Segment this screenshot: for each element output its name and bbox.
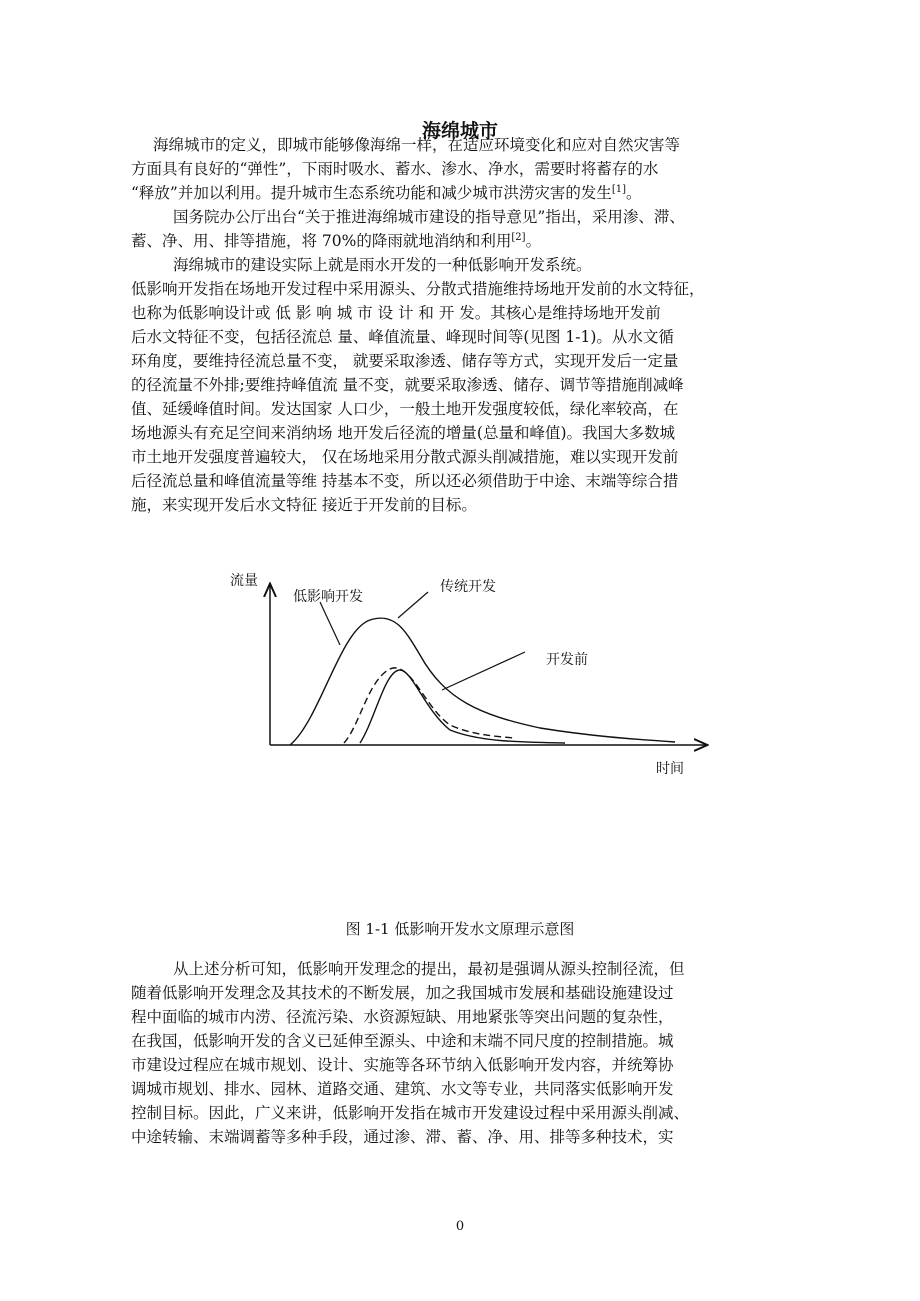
text-line-content: 在我国，低影响开发的含义已延伸至源头、中途和末端不同尺度的控制措施。城	[131, 1032, 674, 1050]
text-line	[131, 325, 674, 349]
text-line	[131, 1125, 674, 1149]
text-line	[173, 957, 685, 981]
page-number: 0	[455, 1219, 465, 1234]
label-traditional: 传统开发	[440, 579, 496, 595]
text-line-content: 程中面临的城市内涝、径流污染、水资源短缺、用地紧张等突出问题的复杂性，	[131, 1008, 674, 1026]
label-low-impact: 低影响开发	[293, 589, 363, 605]
text-line	[131, 1053, 674, 1077]
text-line-content: 中途转输、末端调蓄等多种手段，通过渗、滞、蓄、净、用、排等多种技术，实	[131, 1128, 674, 1146]
text-line-content: 市土地开发强度普遍较大， 仅在场地采用分散式源头削减措施，难以实现开发前	[131, 448, 679, 466]
text-line-content: 环角度，要维持径流总量不变， 就要采取渗透、储存等方式，实现开发后一定量	[131, 352, 679, 370]
page-title: 海绵城市	[421, 120, 498, 142]
text-line	[131, 229, 541, 253]
leader-line-low-impact	[320, 602, 340, 645]
text-line	[131, 1005, 674, 1029]
text-line-content: 也称为低影响设计或 低 影 响 城 市 设 计 和 开 发。其核心是维持场地开发前	[131, 304, 661, 322]
text-line-content: 随着低影响开发理念及其技术的不断发展，加之我国城市发展和基础设施建设过	[131, 984, 674, 1002]
text-line-content: 控制目标。因此，广义来讲，低影响开发指在城市开发建设过程中采用源头削减、	[131, 1104, 690, 1122]
text-line	[131, 469, 678, 493]
low-impact-development-curve	[344, 668, 515, 743]
text-line-content: 海绵城市的定义，即城市能够像海绵一样，在适应环境变化和应对自然灾害等	[153, 136, 681, 154]
text-line	[131, 1101, 689, 1125]
leader-line-predevelopment	[442, 652, 525, 690]
text-line	[131, 981, 674, 1005]
y-axis-label: 流量	[230, 573, 258, 589]
text-line-content: 蓄、净、用、排等措施，将 70%的降雨就地消纳和利用	[131, 232, 512, 250]
text-line-content: 国务院办公厅出台“关于推进海绵城市建设的指导意见”指出，采用渗、滞、	[173, 208, 685, 226]
label-predevelopment: 开发前	[546, 652, 588, 668]
text-line-content: 调城市规划、排水、园林、道路交通、建筑、水文等专业，共同落实低影响开发	[131, 1080, 674, 1098]
text-line	[131, 1029, 674, 1053]
figure-caption: 图 1-1 低影响开发水文原理示意图	[345, 920, 575, 938]
text-line-content: 低影响开发指在场地开发过程中采用源头、分散式措施维持场地开发前的水文特征，	[131, 280, 705, 298]
text-line-content: 后水文特征不变，包括径流总 量、峰值流量、峰现时间等(见图 1-1)。从水文循	[131, 328, 674, 346]
text-line-tail: 。	[525, 232, 542, 250]
text-line	[131, 1077, 674, 1101]
citation-reference: [1]	[611, 184, 627, 195]
text-line-content: 值、延缓峰值时间。发达国家 人口少，一般土地开发强度较低，绿化率较高，在	[131, 400, 679, 418]
text-line	[131, 301, 661, 325]
text-line	[131, 157, 658, 181]
traditional-development-curve	[290, 618, 675, 745]
text-line	[131, 445, 678, 469]
text-line-content: 场地源头有充足空间来消纳场 地开发后径流的增量(总量和峰值)。我国大多数城	[131, 424, 676, 442]
text-line-content: “释放”并加以利用。提升城市生态系统功能和减少城市洪涝灾害的发生	[131, 184, 612, 202]
text-line-content: 施，来实现开发后水文特征 接近于开发前的目标。	[131, 496, 477, 514]
citation-reference: [2]	[511, 232, 526, 243]
text-line-content: 海绵城市的建设实际上就是雨水开发的一种低影响开发系统。	[173, 256, 592, 274]
text-line	[131, 397, 678, 421]
hydrograph-figure	[220, 560, 720, 790]
text-line	[131, 277, 705, 301]
text-line-content: 市建设过程应在城市规划、设计、实施等各环节纳入低影响开发内容，并统筹协	[131, 1056, 674, 1074]
text-line-content: 从上述分析可知，低影响开发理念的提出，最初是强调从源头控制径流，但	[173, 960, 685, 978]
text-line	[131, 373, 684, 397]
leader-line-traditional	[398, 592, 428, 618]
text-line	[131, 181, 642, 205]
text-line-content: 后径流总量和峰值流量等维 持基本不变，所以还必须借助于中途、末端等综合措	[131, 472, 679, 490]
text-line	[153, 133, 680, 157]
text-line-content: 的径流量不外排;要维持峰值流 量不变，就要采取渗透、储存、调节等措施削减峰	[131, 376, 684, 394]
x-axis-label: 时间	[656, 761, 684, 777]
text-line-tail: 。	[626, 184, 642, 202]
text-line	[131, 421, 675, 445]
text-line	[131, 493, 477, 517]
text-line	[173, 253, 592, 277]
text-line	[131, 349, 678, 373]
text-line	[173, 205, 685, 229]
text-line-content: 方面具有良好的“弹性”，下雨时吸水、蓄水、渗水、净水，需要时将蓄存的水	[131, 160, 659, 178]
